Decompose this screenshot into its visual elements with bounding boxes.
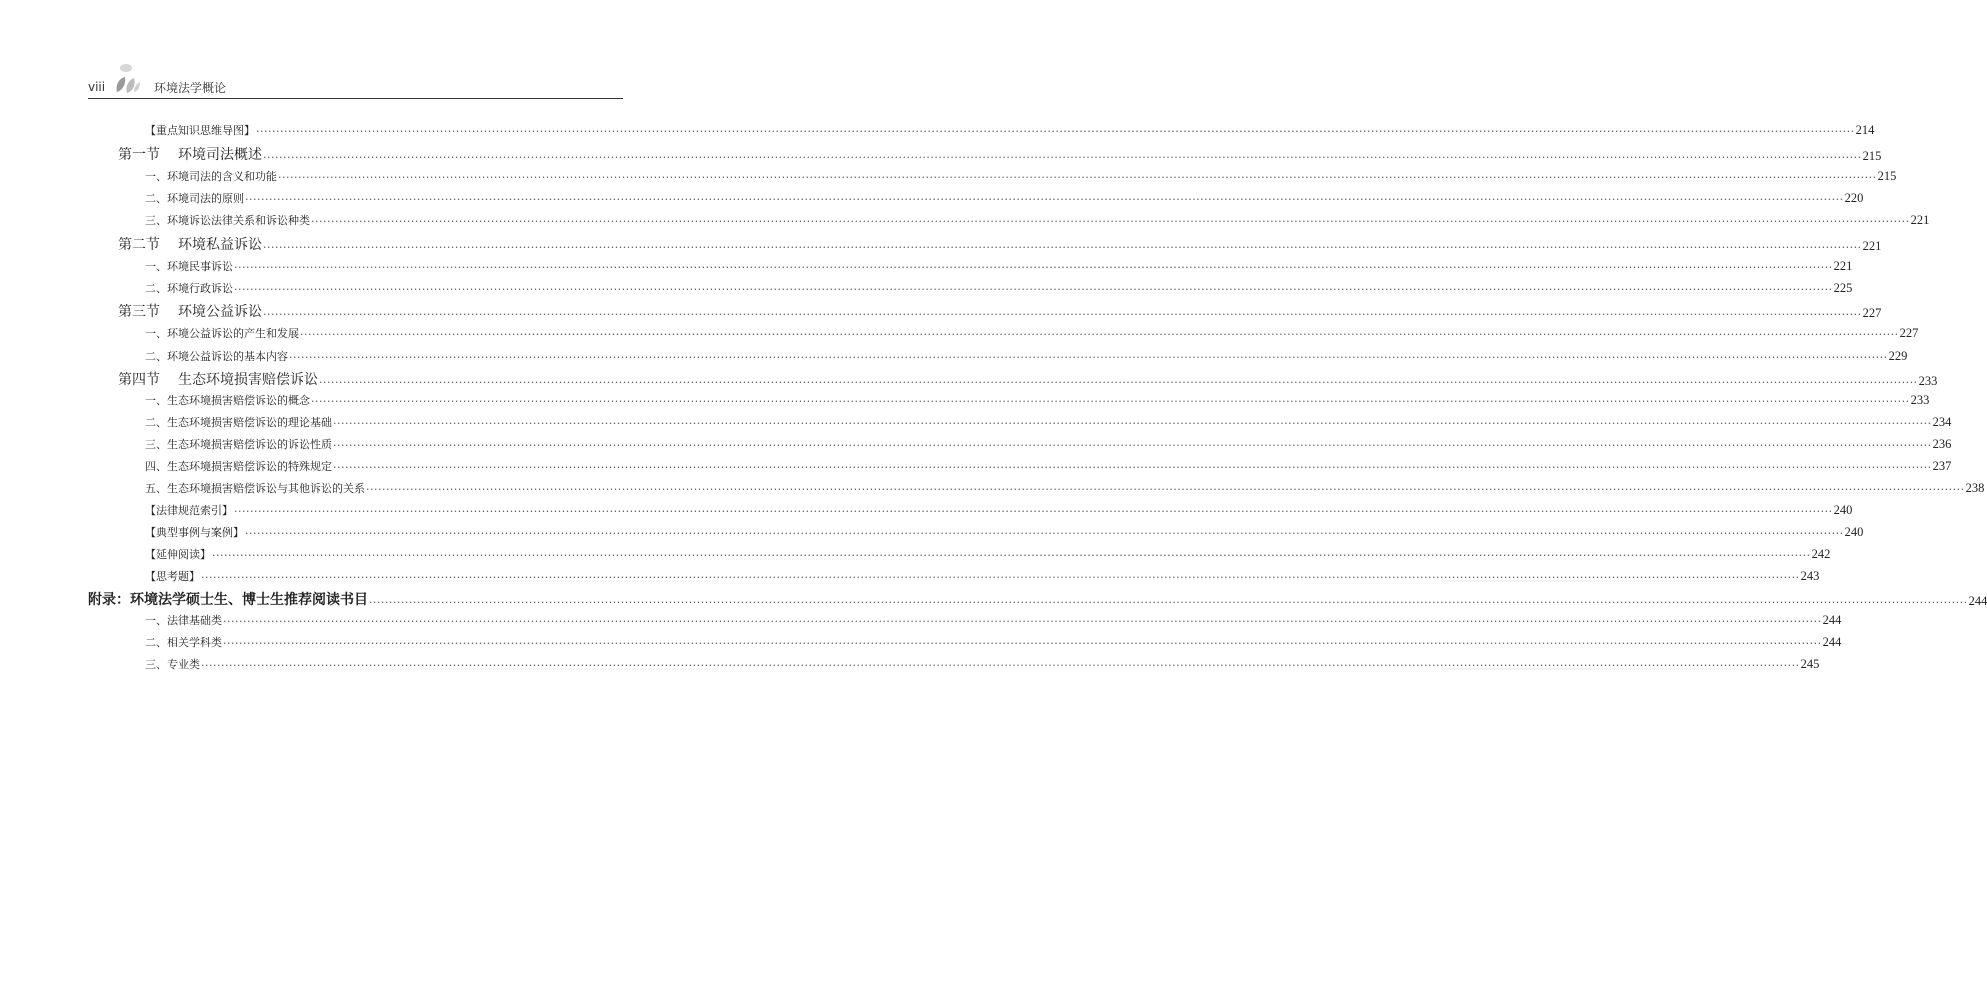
dot-leader: ················································································································································································································································································································································································································ bbox=[319, 376, 1918, 389]
toc-page-number: 240 bbox=[1833, 503, 1853, 517]
toc-entry-label: 一、环境民事诉讼 bbox=[145, 260, 233, 273]
toc-entry[interactable] bbox=[145, 568, 1820, 584]
page-number: viii bbox=[88, 80, 106, 94]
toc-entry-label bbox=[118, 301, 262, 321]
toc-entry[interactable] bbox=[145, 414, 1952, 430]
toc-entry[interactable] bbox=[145, 348, 1908, 364]
toc-page-number: 227 bbox=[1862, 306, 1882, 320]
toc-entry[interactable] bbox=[145, 480, 1985, 496]
toc-page-number: 215 bbox=[1877, 169, 1897, 183]
page-header bbox=[88, 74, 623, 98]
toc-entry[interactable] bbox=[145, 212, 1930, 228]
dot-leader: ················································································································································································································································································································································································································ bbox=[263, 308, 1862, 321]
toc-page-number: 243 bbox=[1800, 569, 1820, 583]
toc-entry[interactable] bbox=[118, 302, 1882, 321]
toc-entry-label: 一、生态环境损害赔偿诉讼的概念 bbox=[145, 394, 310, 407]
leaf-logo-icon bbox=[114, 62, 140, 96]
toc-entry-label: 【典型事例与案例】 bbox=[145, 526, 244, 539]
section-number: 第四节 bbox=[118, 372, 160, 388]
toc-entry-label: 一、环境司法的含义和功能 bbox=[145, 170, 277, 183]
toc-page-number: 215 bbox=[1862, 149, 1882, 163]
toc-entry-label: 三、专业类 bbox=[145, 658, 200, 671]
toc-entry[interactable] bbox=[145, 458, 1952, 474]
toc-entry[interactable] bbox=[118, 145, 1882, 164]
section-title: 环境私益诉讼 bbox=[178, 237, 262, 253]
dot-leader: ················································································································································································································································································································································································································ bbox=[300, 328, 1899, 341]
toc-entry-label: 五、生态环境损害赔偿诉讼与其他诉讼的关系 bbox=[145, 482, 365, 495]
dot-leader: ················································································································································································································································································································································································································ bbox=[366, 483, 1965, 496]
dot-leader: ················································································································································································································································································································································································································ bbox=[263, 241, 1862, 254]
toc-entry-label: 【思考题】 bbox=[145, 570, 200, 583]
section-number: 第一节 bbox=[118, 147, 160, 163]
toc-entry-label: 【延伸阅读】 bbox=[145, 548, 211, 561]
toc-page-number: 236 bbox=[1932, 437, 1952, 451]
toc-page-number: 238 bbox=[1965, 481, 1985, 495]
toc-page-number: 214 bbox=[1855, 123, 1875, 137]
dot-leader: ················································································································································································································································································································································································································ bbox=[201, 571, 1800, 584]
dot-leader: ················································································································································································································································································································································································································ bbox=[212, 549, 1811, 562]
toc-page-number: 237 bbox=[1932, 459, 1952, 473]
dot-leader: ················································································································································································································································································································································································································ bbox=[333, 461, 1932, 474]
toc-page-number: 234 bbox=[1932, 415, 1952, 429]
dot-leader: ················································································································································································································································································································································································································ bbox=[256, 125, 1855, 138]
dot-leader: ················································································································································································································································································································································································································ bbox=[234, 283, 1833, 296]
dot-leader: ················································································································································································································································································································································································································ bbox=[263, 151, 1862, 164]
toc-entry[interactable] bbox=[145, 190, 1864, 206]
dot-leader: ················································································································································································································································································································································································································ bbox=[245, 527, 1844, 540]
toc-entry[interactable] bbox=[145, 502, 1853, 518]
toc-entry[interactable] bbox=[88, 590, 1987, 609]
dot-leader: ················································································································································································································································································································································································································ bbox=[223, 615, 1822, 628]
toc-page-number: 221 bbox=[1862, 239, 1882, 253]
toc-entry-label: 一、法律基础类 bbox=[145, 614, 222, 627]
section-title: 环境公益诉讼 bbox=[178, 304, 262, 320]
toc-page-number: 233 bbox=[1910, 393, 1930, 407]
toc-page-number: 240 bbox=[1844, 525, 1864, 539]
section-title: 生态环境损害赔偿诉讼 bbox=[178, 372, 318, 388]
dot-leader: ················································································································································································································································································································································································································ bbox=[311, 395, 1910, 408]
toc-entry[interactable] bbox=[145, 258, 1853, 274]
toc-page-number: 220 bbox=[1844, 191, 1864, 205]
toc-entry[interactable] bbox=[145, 168, 1897, 184]
toc-entry-label: 【重点知识思维导图】 bbox=[145, 124, 255, 137]
toc-entry-label: 三、生态环境损害赔偿诉讼的诉讼性质 bbox=[145, 438, 332, 451]
toc-page-number: 225 bbox=[1833, 281, 1853, 295]
toc-page-number: 244 bbox=[1968, 594, 1987, 608]
toc-entry[interactable] bbox=[118, 370, 1938, 389]
toc-entry[interactable] bbox=[145, 392, 1930, 408]
toc-entry[interactable] bbox=[145, 634, 1842, 650]
toc-entry[interactable] bbox=[145, 546, 1831, 562]
section-title: 环境司法概述 bbox=[178, 147, 262, 163]
section-number: 第二节 bbox=[118, 237, 160, 253]
toc-entry-label: 三、环境诉讼法律关系和诉讼种类 bbox=[145, 214, 310, 227]
toc-entry[interactable] bbox=[145, 325, 1919, 341]
toc-entry-label: 二、环境司法的原则 bbox=[145, 192, 244, 205]
dot-leader: ················································································································································································································································································································································································································ bbox=[223, 637, 1822, 650]
toc-entry-label bbox=[118, 234, 262, 254]
dot-leader: ················································································································································································································································································································································································································ bbox=[333, 417, 1932, 430]
toc-entry-label: 一、环境公益诉讼的产生和发展 bbox=[145, 327, 299, 340]
dot-leader: ················································································································································································································································································································································································································ bbox=[234, 505, 1833, 518]
toc-entry-label: 二、环境行政诉讼 bbox=[145, 282, 233, 295]
toc-entry[interactable] bbox=[145, 280, 1853, 296]
toc-page-number: 227 bbox=[1899, 326, 1919, 340]
toc-entry[interactable] bbox=[145, 656, 1820, 672]
toc-entry[interactable] bbox=[145, 122, 1875, 138]
book-title: 环境法学概论 bbox=[154, 81, 227, 95]
toc-entry-label bbox=[118, 369, 318, 389]
toc-page-number: 242 bbox=[1811, 547, 1831, 561]
toc-page-number: 233 bbox=[1918, 374, 1938, 388]
dot-leader: ················································································································································································································································································································································································································ bbox=[333, 439, 1932, 452]
toc-entry-label: 附录：环境法学硕士生、博士生推荐阅读书目 bbox=[88, 592, 368, 608]
toc-page-number: 245 bbox=[1800, 657, 1820, 671]
dot-leader: ················································································································································································································································································································································································································ bbox=[289, 351, 1888, 364]
dot-leader: ················································································································································································································································································································································································································ bbox=[245, 193, 1844, 206]
toc-entry[interactable] bbox=[145, 436, 1952, 452]
toc-entry-label: 二、生态环境损害赔偿诉讼的理论基础 bbox=[145, 416, 332, 429]
toc-entry[interactable] bbox=[145, 612, 1842, 628]
toc-entry-label: 二、环境公益诉讼的基本内容 bbox=[145, 350, 288, 363]
toc-page-number: 229 bbox=[1888, 349, 1908, 363]
toc-entry[interactable] bbox=[145, 524, 1864, 540]
dot-leader: ················································································································································································································································································································································································································ bbox=[278, 171, 1877, 184]
toc-page-number: 221 bbox=[1910, 213, 1930, 227]
dot-leader: ················································································································································································································································································································································································································ bbox=[369, 596, 1968, 609]
toc-entry-label: 四、生态环境损害赔偿诉讼的特殊规定 bbox=[145, 460, 332, 473]
toc-page-number: 244 bbox=[1822, 635, 1842, 649]
dot-leader: ················································································································································································································································································································································································································ bbox=[201, 659, 1800, 672]
header-rule bbox=[88, 98, 623, 99]
toc-page-number: 221 bbox=[1833, 259, 1853, 273]
dot-leader: ················································································································································································································································································································································································································ bbox=[311, 215, 1910, 228]
dot-leader: ················································································································································································································································································································································································································ bbox=[234, 261, 1833, 274]
toc-page-number: 244 bbox=[1822, 613, 1842, 627]
toc-entry-label: 二、相关学科类 bbox=[145, 636, 222, 649]
toc-entry-label: 【法律规范索引】 bbox=[145, 504, 233, 517]
toc-entry[interactable] bbox=[118, 235, 1882, 254]
section-number: 第三节 bbox=[118, 304, 160, 320]
toc-entry-label bbox=[118, 144, 262, 164]
